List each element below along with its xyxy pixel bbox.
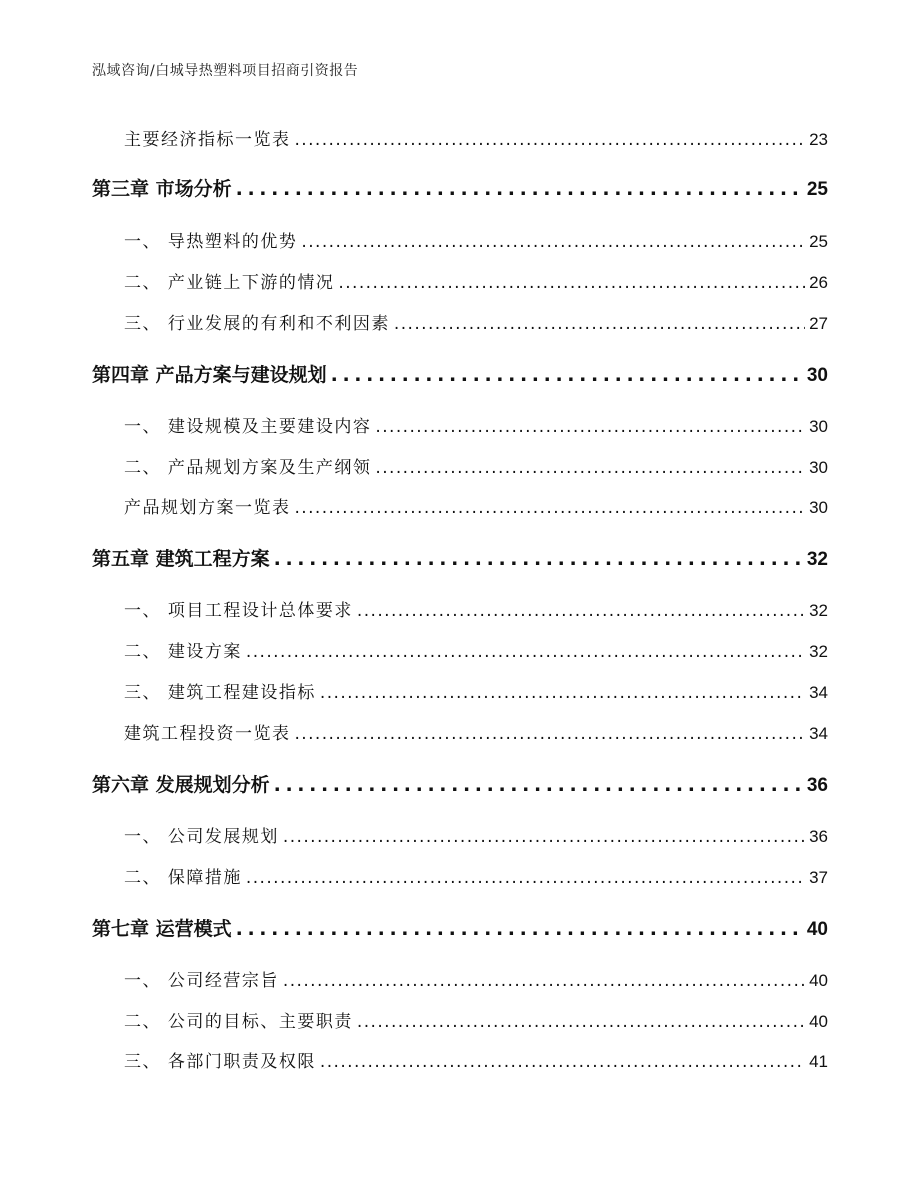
dot-leader — [274, 774, 803, 796]
toc-entry-6-2[interactable] — [124, 863, 828, 888]
toc-entry-page: 30 — [809, 498, 828, 517]
toc-entry-5-2[interactable] — [124, 637, 828, 662]
dot-leader — [283, 971, 805, 991]
toc-entry-4-2[interactable] — [124, 453, 828, 478]
toc-entry-title: 一、 公司经营宗旨 — [124, 971, 279, 991]
toc-entry-page: 25 — [809, 232, 828, 251]
toc-entry-page: 34 — [809, 724, 828, 743]
dot-leader — [320, 683, 805, 703]
toc-entry-title: 二、 产业链上下游的情况 — [124, 273, 335, 293]
toc-entry-title: 一、 建设规模及主要建设内容 — [124, 417, 372, 437]
toc-entry-3-3[interactable] — [124, 309, 828, 334]
toc-chapter-page: 30 — [806, 365, 828, 386]
toc-entry-title: 三、 建筑工程建设指标 — [124, 683, 316, 703]
toc-entry-page: 30 — [809, 417, 828, 436]
dot-leader — [295, 130, 806, 150]
toc-entry-page: 41 — [809, 1052, 828, 1071]
toc-entry-page: 27 — [809, 314, 828, 333]
toc-entry-title: 二、 公司的目标、主要职责 — [124, 1012, 353, 1032]
running-header: 泓域咨询/白城导热塑料项目招商引资报告 — [92, 63, 359, 79]
toc-chapter-page: 25 — [806, 179, 828, 200]
dot-leader — [274, 548, 803, 570]
toc-entry-5-3[interactable] — [124, 678, 828, 703]
toc-chapter-page: 32 — [806, 549, 828, 570]
dot-leader — [301, 232, 805, 252]
toc-chapter-3[interactable] — [92, 174, 828, 201]
toc-chapter-title: 第六章 发展规划分析 — [92, 774, 270, 796]
toc-chapter-title: 第四章 产品方案与建设规划 — [92, 364, 327, 386]
toc-entry-product-plan-table[interactable] — [124, 493, 828, 518]
toc-entry-title: 一、 导热塑料的优势 — [124, 232, 298, 252]
toc-entry-page: 30 — [809, 458, 828, 477]
dot-leader — [375, 458, 805, 478]
dot-leader — [375, 417, 805, 437]
dot-leader — [295, 498, 806, 518]
toc-entry-page: 40 — [809, 971, 828, 990]
dot-leader — [331, 364, 803, 386]
toc-entry-title: 一、 项目工程设计总体要求 — [124, 601, 353, 621]
toc-entry-3-1[interactable] — [124, 227, 828, 252]
toc-chapter-7[interactable] — [92, 914, 828, 941]
toc-entry-title: 一、 公司发展规划 — [124, 827, 279, 847]
toc-entry-page: 36 — [809, 827, 828, 846]
dot-leader — [357, 1012, 805, 1032]
toc-chapter-4[interactable] — [92, 360, 828, 387]
toc-entry-title: 三、 行业发展的有利和不利因素 — [124, 314, 390, 334]
dot-leader — [295, 724, 806, 744]
toc-entry-6-1[interactable] — [124, 822, 828, 847]
toc-chapter-title: 第七章 运营模式 — [92, 918, 232, 940]
toc-entry-3-2[interactable] — [124, 268, 828, 293]
toc-entry-page: 32 — [809, 642, 828, 661]
toc-entry-5-1[interactable] — [124, 596, 828, 621]
toc-entry-title: 主要经济指标一览表 — [124, 130, 291, 150]
dot-leader — [236, 918, 803, 940]
dot-leader — [283, 827, 805, 847]
toc-chapter-page: 40 — [806, 919, 828, 940]
dot-leader — [236, 178, 803, 200]
toc-entry-title: 产品规划方案一览表 — [124, 498, 291, 518]
toc-entry-construction-investment-table[interactable] — [124, 719, 828, 744]
dot-leader — [394, 314, 805, 334]
toc-entry-title: 二、 保障措施 — [124, 868, 242, 888]
toc-chapter-6[interactable] — [92, 770, 828, 797]
toc-chapter-5[interactable] — [92, 544, 828, 571]
toc-entry-7-1[interactable] — [124, 966, 828, 991]
dot-leader — [246, 642, 805, 662]
toc-chapter-title: 第三章 市场分析 — [92, 178, 232, 200]
dot-leader — [320, 1052, 805, 1072]
toc-entry-page: 37 — [809, 868, 828, 887]
toc-entry-page: 34 — [809, 683, 828, 702]
dot-leader — [357, 601, 805, 621]
toc-entry-main-economic-indicators[interactable] — [124, 125, 828, 150]
toc-entry-page: 32 — [809, 601, 828, 620]
toc-entry-7-3[interactable] — [124, 1047, 828, 1072]
toc-entry-page: 40 — [809, 1012, 828, 1031]
dot-leader — [246, 868, 805, 888]
toc-entry-7-2[interactable] — [124, 1007, 828, 1032]
toc-entry-title: 建筑工程投资一览表 — [124, 724, 291, 744]
toc-chapter-title: 第五章 建筑工程方案 — [92, 548, 270, 570]
toc-entry-title: 三、 各部门职责及权限 — [124, 1052, 316, 1072]
toc-entry-title: 二、 产品规划方案及生产纲领 — [124, 458, 372, 478]
toc-chapter-page: 36 — [806, 775, 828, 796]
toc-entry-title: 二、 建设方案 — [124, 642, 242, 662]
dot-leader — [338, 273, 805, 293]
toc-entry-4-1[interactable] — [124, 412, 828, 437]
toc-entry-page: 23 — [809, 130, 828, 149]
toc-entry-page: 26 — [809, 273, 828, 292]
